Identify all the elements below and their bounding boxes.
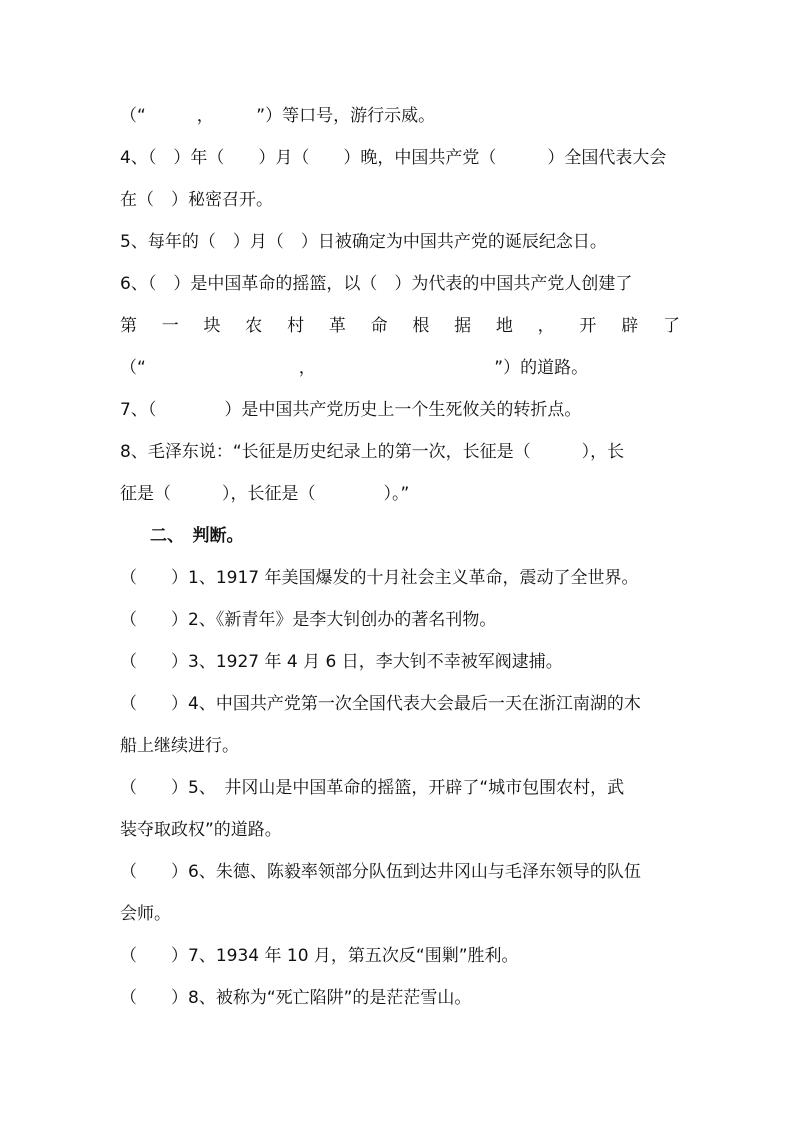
question-6-line-2 [120,314,680,338]
judgment-8: （ ）8、被称为“死亡陷阱”的是茫茫雪山。 [120,988,472,1008]
char: 革 [328,316,346,336]
judgment-2: （ ）2、《新青年》是李大钊创办的著名刊物。 [120,610,497,630]
char: 农 [245,316,263,336]
judgment-5-line-2: 装夺取政权”的道路。 [120,820,282,840]
judgment-5-line-1: （ ）5、 井冈山是中国革命的摇篮，开辟了“城市包围农村，武 [120,778,625,798]
question-7: 7、（ ）是中国共产党历史上一个生死攸关的转折点。 [120,400,582,420]
judgment-6-line-1: （ ）6、朱德、陈毅率领部分队伍到达井冈山与毛泽东领导的队伍 [120,862,641,882]
char: 据 [454,316,472,336]
char: 第 [120,316,137,336]
section-two-title: 二、 判断。 [150,526,244,546]
question-6-line-3: （“ ， ”）的道路。 [120,358,589,378]
judgment-1: （ ）1、1917 年美国爆发的十月社会主义革命，震动了全世界。 [120,568,639,588]
judgment-4-line-1: （ ）4、中国共产党第一次全国代表大会最后一天在浙江南湖的木 [120,694,641,714]
question-8-line-1: 8、毛泽东说：“长征是历史纪录上的第一次，长征是（ ），长 [120,442,625,462]
char: 根 [412,316,430,336]
judgment-6-line-2: 会师。 [120,904,171,924]
char: ， [537,316,555,336]
char: 一 [161,316,179,336]
question-4-line-1: 4、（ ）年（ ）月（ ）晚，中国共产党（ ）全国代表大会 [120,148,667,168]
judgment-4-line-2: 船上继续进行。 [120,736,239,756]
judgment-3: （ ）3、1927 年 4 月 6 日，李大钊不幸被军阀逮捕。 [120,652,563,672]
char: 辟 [621,316,639,336]
question-4-line-2: 在（ ）秘密召开。 [120,190,273,210]
judgment-7: （ ）7、1934 年 10 月，第五次反“围剿”胜利。 [120,946,519,966]
char: 村 [287,316,305,336]
question-8-line-2: 征是（ ），长征是（ ）。” [120,484,410,504]
question-6-line-1: 6、（ ）是中国革命的摇篮，以（ ）为代表的中国共产党人创建了 [120,274,633,294]
char: 了 [662,316,680,336]
char: 地 [495,316,513,336]
char: 块 [203,316,221,336]
question-5: 5、每年的（ ）月（ ）日被确定为中国共产党的诞辰纪念日。 [120,232,607,252]
char: 开 [579,316,597,336]
char: 命 [370,316,388,336]
text-line-1: （“ ， ”）等口号，游行示威。 [120,106,436,126]
